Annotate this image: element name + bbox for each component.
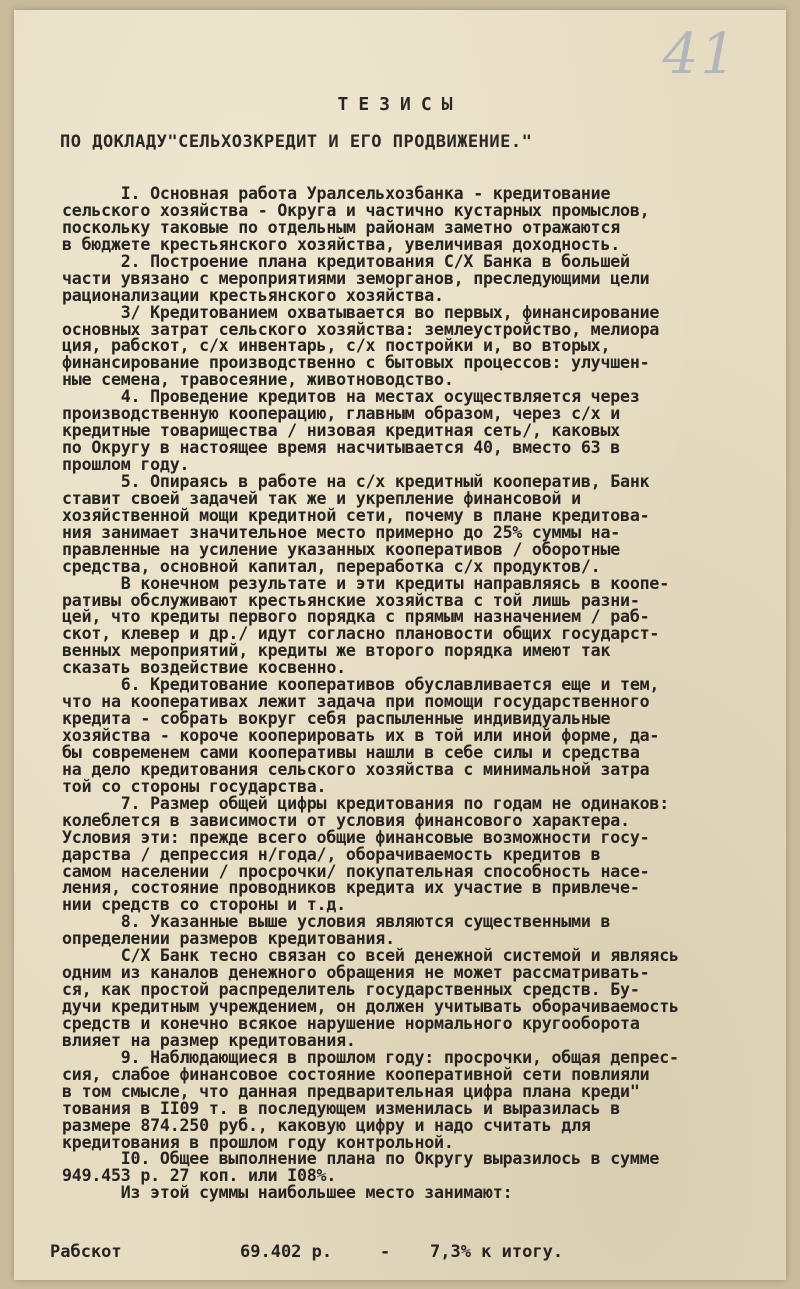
summary-share: 7,3% к итогу. xyxy=(430,1242,564,1262)
text-line: кредитования в прошлом году контрольной. xyxy=(62,1132,454,1152)
text-line: определении размеров кредитования. xyxy=(62,929,395,949)
document-page xyxy=(14,10,786,1280)
document-title: ТЕЗИСЫ xyxy=(337,94,463,115)
text-line: 9. Наблюдающиеся в прошлом году: просрочки, общая депрес- xyxy=(62,1047,679,1067)
summary-row xyxy=(50,1242,770,1280)
text-line: дучи кредитным учреждением, он должен учитывать оборачиваемость xyxy=(62,997,679,1016)
text-line: что на кооперативах лежит задача при помощи государственного xyxy=(62,692,650,712)
document-subtitle: ПО ДОКЛАДУ"СЕЛЬХОЗКРЕДИТ И ЕГО ПРОДВИЖЕНИЕ." xyxy=(60,132,533,152)
text-line: средства, основной капитал, переработка с/х продуктов/. xyxy=(62,556,601,576)
text-line: тования в II09 т. в последующем изменилась и выразилась в xyxy=(62,1098,621,1118)
text-line: колеблется в зависимости от условия финансового характера. xyxy=(62,810,630,830)
text-line: 3/ Кредитованием охватывается во первых, финансирование xyxy=(62,302,660,322)
text-line: ставит своей задачей так же и укрепление финансовой и xyxy=(62,488,581,508)
text-line: сказать воздействие косвенно. xyxy=(62,658,346,678)
text-line: 7. Размер общей цифры кредитования по годам не одинаков: xyxy=(62,793,669,813)
text-line: В конечном результате и эти кредиты направляясь в коопе- xyxy=(62,573,669,593)
text-line: хозяйства - короче кооперировать их в той или иной форме, да- xyxy=(62,726,660,745)
text-line: рационализации крестьянского хозяйства. xyxy=(62,285,444,305)
text-line: 2. Построение плана кредитования С/Х Банка в большей xyxy=(62,251,630,271)
text-line: размере 874.250 руб., каковую цифру и надо считать для xyxy=(62,1115,591,1135)
text-line: самом населении / просрочки/ покупательная способность насе- xyxy=(62,861,650,881)
text-line: в том смысле, что данная предварительная цифра плана креди" xyxy=(62,1081,640,1101)
summary-dash: - xyxy=(380,1242,391,1262)
page-number: 41 xyxy=(662,22,738,87)
text-line: сельского хозяйства - Округа и частично кустарных промыслов, xyxy=(62,200,650,220)
text-line: производственную кооперацию, главным образом, через с/х и xyxy=(62,404,621,424)
text-line: части увязано с мероприятиями земорганов, преследующими цели xyxy=(62,268,650,288)
text-line: скот, клевер и др./ идут согласно плановости общих государст- xyxy=(62,624,660,644)
text-line: ные семена, травосеяние, животноводство. xyxy=(62,370,454,390)
text-line: основных затрат сельского хозяйства: землеустройство, мелиора xyxy=(62,319,660,339)
text-line: 949.453 р. 27 коп. или I08%. xyxy=(62,1166,337,1186)
text-line: поскольку таковые по отдельным районам заметно отражаются xyxy=(62,217,621,237)
text-line: финансирование производственно с бытовых процессов: улучшен- xyxy=(62,353,650,373)
text-line: средств и конечно всякое нарушение нормального кругооборота xyxy=(62,1013,640,1033)
summary-amount: 69.402 р. xyxy=(240,1242,333,1262)
text-line: ся, как простой распределитель государственных средств. Бу- xyxy=(62,980,640,1000)
text-line: I0. Общее выполнение плана по Округу выразилось в сумме xyxy=(62,1149,660,1169)
text-line: 8. Указанные выше условия являются существенными в xyxy=(62,912,611,932)
text-line: Условия эти: прежде всего общие финансовые возможности госу- xyxy=(62,827,650,847)
text-line: I. Основная работа Уралсельхозбанка - кредитование xyxy=(62,184,611,203)
text-line: цей, что кредиты первого порядка с прямым назначением / раб- xyxy=(62,607,650,627)
text-line: 5. Опираясь в работе на с/х кредитный кооператив, Банк xyxy=(62,471,650,491)
text-line: венных мероприятий, кредиты же второго порядка имеют так xyxy=(62,641,611,661)
summary-item: Рабскот xyxy=(50,1242,122,1262)
text-line: С/Х Банк тесно связан со всей денежной системой и являясь xyxy=(62,946,679,966)
text-line: по Округу в настоящее время насчитывается 40, вместо 63 в xyxy=(62,438,621,458)
text-line: той со стороны государства. xyxy=(62,776,327,796)
text-line: нии средств со стороны и т.д. xyxy=(62,895,346,915)
text-line: 6. Кредитование кооперативов обуславливается еще и тем, xyxy=(62,675,660,695)
text-line: ративы обслуживают крестьянские хозяйства с той лишь разни- xyxy=(62,590,640,610)
text-line: ция, рабскот, с/х инвентарь, с/х постройки и, во вторых, xyxy=(62,336,611,356)
text-line: Из этой суммы наибольшее место занимают: xyxy=(62,1183,513,1203)
text-line: дарства / депрессия н/года/, оборачиваемость кредитов в xyxy=(62,844,601,864)
text-line: на дело кредитования сельского хозяйства с минимальной затра xyxy=(62,759,650,779)
text-line: бы современем сами кооперативы нашли в себе силы и средства xyxy=(62,742,640,762)
text-line: правленные на усиление указанных кооперативов / оборотные xyxy=(62,539,621,559)
text-line: ления, состояние проводников кредита их участие в привлече- xyxy=(62,878,640,898)
text-line: ния занимает значительное место примерно до 25% суммы на- xyxy=(62,522,621,542)
text-line: сия, слабое финансовое состояние кооперативной сети повлияли xyxy=(62,1064,650,1084)
text-line: прошлом году. xyxy=(62,455,190,474)
text-line: хозяйственной мощи кредитной сети, почему в плане кредитова- xyxy=(62,505,650,525)
text-line: 4. Проведение кредитов на местах осуществляется через xyxy=(62,387,640,407)
text-line: влияет на размер кредитования. xyxy=(62,1030,356,1050)
text-line: в бюджете крестьянского хозяйства, увеличивая доходность. xyxy=(62,234,621,254)
text-line: кредита - собрать вокруг себя распыленные индивидуальные xyxy=(62,709,611,729)
document-body xyxy=(62,186,772,1202)
text-line: кредитные товарищества / низовая кредитная сеть/, каковых xyxy=(62,421,621,441)
text-line: одним из каналов денежного обращения не может рассматривать- xyxy=(62,963,650,983)
